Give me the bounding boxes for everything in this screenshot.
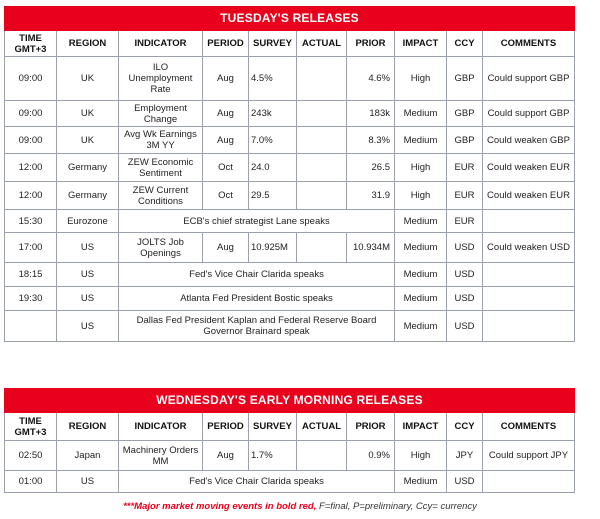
cell-impact: Medium bbox=[395, 471, 447, 493]
cell-event: Atlanta Fed President Bostic speaks bbox=[119, 287, 395, 311]
cell-prior: 0.9% bbox=[347, 441, 395, 471]
cell-time: 19:30 bbox=[5, 287, 57, 311]
cell-impact: Medium bbox=[395, 233, 447, 263]
col-header-comments: COMMENTS bbox=[483, 31, 575, 57]
col-header-region: REGION bbox=[57, 31, 119, 57]
cell-survey: 7.0% bbox=[249, 127, 297, 154]
cell-time: 12:00 bbox=[5, 154, 57, 182]
cell-comments: Could weaken EUR bbox=[483, 154, 575, 182]
tuesday-releases-table bbox=[4, 6, 575, 342]
cell-period: Aug bbox=[203, 127, 249, 154]
col-header-actual: ACTUAL bbox=[297, 31, 347, 57]
cell-actual bbox=[297, 182, 347, 210]
col-header-prior: PRIOR bbox=[347, 31, 395, 57]
cell-indicator: ZEW Current Conditions bbox=[119, 182, 203, 210]
cell-actual bbox=[297, 441, 347, 471]
cell-period: Aug bbox=[203, 57, 249, 101]
table-row bbox=[5, 441, 575, 471]
table-row bbox=[5, 210, 575, 233]
cell-impact: Medium bbox=[395, 263, 447, 287]
cell-region: Germany bbox=[57, 154, 119, 182]
cell-time: 09:00 bbox=[5, 127, 57, 154]
table-row bbox=[5, 263, 575, 287]
cell-period: Aug bbox=[203, 233, 249, 263]
footnote-highlight: ***Major market moving events in bold red, bbox=[123, 501, 317, 512]
cell-region: Japan bbox=[57, 441, 119, 471]
cell-ccy: USD bbox=[447, 263, 483, 287]
cell-indicator: Avg Wk Earnings 3M YY bbox=[119, 127, 203, 154]
cell-comments: Could support JPY bbox=[483, 441, 575, 471]
header-row bbox=[5, 31, 575, 57]
cell-comments: Could weaken GBP bbox=[483, 127, 575, 154]
cell-region: US bbox=[57, 311, 119, 342]
cell-prior: 31.9 bbox=[347, 182, 395, 210]
table-row bbox=[5, 471, 575, 493]
col-header-indicator: INDICATOR bbox=[119, 413, 203, 441]
cell-comments: Could weaken EUR bbox=[483, 182, 575, 210]
cell-ccy: GBP bbox=[447, 127, 483, 154]
cell-comments bbox=[483, 471, 575, 493]
cell-region: Germany bbox=[57, 182, 119, 210]
table-row bbox=[5, 182, 575, 210]
cell-comments bbox=[483, 287, 575, 311]
cell-ccy: EUR bbox=[447, 182, 483, 210]
cell-event: ECB's chief strategist Lane speaks bbox=[119, 210, 395, 233]
cell-time: 15:30 bbox=[5, 210, 57, 233]
cell-region: Eurozone bbox=[57, 210, 119, 233]
cell-time: 17:00 bbox=[5, 233, 57, 263]
cell-time: 02:50 bbox=[5, 441, 57, 471]
cell-actual bbox=[297, 154, 347, 182]
cell-prior: 183k bbox=[347, 101, 395, 127]
cell-impact: High bbox=[395, 182, 447, 210]
col-header-comments: COMMENTS bbox=[483, 413, 575, 441]
footnote bbox=[0, 501, 600, 512]
cell-survey: 1.7% bbox=[249, 441, 297, 471]
cell-ccy: GBP bbox=[447, 57, 483, 101]
cell-time: 09:00 bbox=[5, 57, 57, 101]
cell-region: US bbox=[57, 471, 119, 493]
cell-prior: 26.5 bbox=[347, 154, 395, 182]
table-row bbox=[5, 233, 575, 263]
table-row bbox=[5, 154, 575, 182]
cell-period: Oct bbox=[203, 154, 249, 182]
cell-prior: 8.3% bbox=[347, 127, 395, 154]
cell-impact: High bbox=[395, 154, 447, 182]
cell-comments: Could support GBP bbox=[483, 57, 575, 101]
cell-actual bbox=[297, 127, 347, 154]
col-header-time: TIME GMT+3 bbox=[5, 413, 57, 441]
cell-ccy: GBP bbox=[447, 101, 483, 127]
cell-comments: Could weaken USD bbox=[483, 233, 575, 263]
table-row bbox=[5, 311, 575, 342]
cell-comments: Could support GBP bbox=[483, 101, 575, 127]
cell-time bbox=[5, 311, 57, 342]
cell-time: 01:00 bbox=[5, 471, 57, 493]
cell-indicator: ZEW Economic Sentiment bbox=[119, 154, 203, 182]
col-header-survey: SURVEY bbox=[249, 31, 297, 57]
cell-indicator: Machinery Orders MM bbox=[119, 441, 203, 471]
col-header-time: TIME GMT+3 bbox=[5, 31, 57, 57]
col-header-impact: IMPACT bbox=[395, 31, 447, 57]
table-title: WEDNESDAY'S EARLY MORNING RELEASES bbox=[5, 389, 575, 413]
cell-event: Fed's Vice Chair Clarida speaks bbox=[119, 263, 395, 287]
footnote-legend: F=final, P=preliminary, Ccy= currency bbox=[316, 501, 477, 512]
cell-impact: High bbox=[395, 57, 447, 101]
cell-actual bbox=[297, 233, 347, 263]
header-row bbox=[5, 413, 575, 441]
cell-ccy: EUR bbox=[447, 154, 483, 182]
cell-impact: Medium bbox=[395, 101, 447, 127]
cell-survey: 29.5 bbox=[249, 182, 297, 210]
cell-comments bbox=[483, 210, 575, 233]
cell-survey: 10.925M bbox=[249, 233, 297, 263]
col-header-prior: PRIOR bbox=[347, 413, 395, 441]
wednesday-releases-table bbox=[4, 388, 575, 493]
cell-period: Oct bbox=[203, 182, 249, 210]
cell-ccy: USD bbox=[447, 311, 483, 342]
cell-period: Aug bbox=[203, 441, 249, 471]
cell-comments bbox=[483, 311, 575, 342]
col-header-ccy: CCY bbox=[447, 31, 483, 57]
cell-comments bbox=[483, 263, 575, 287]
cell-ccy: JPY bbox=[447, 441, 483, 471]
cell-region: UK bbox=[57, 101, 119, 127]
col-header-indicator: INDICATOR bbox=[119, 31, 203, 57]
cell-impact: Medium bbox=[395, 210, 447, 233]
table-row bbox=[5, 101, 575, 127]
cell-region: UK bbox=[57, 127, 119, 154]
cell-survey: 243k bbox=[249, 101, 297, 127]
col-header-impact: IMPACT bbox=[395, 413, 447, 441]
col-header-ccy: CCY bbox=[447, 413, 483, 441]
cell-ccy: EUR bbox=[447, 210, 483, 233]
cell-region: US bbox=[57, 287, 119, 311]
cell-indicator: Employment Change bbox=[119, 101, 203, 127]
cell-impact: Medium bbox=[395, 127, 447, 154]
col-header-actual: ACTUAL bbox=[297, 413, 347, 441]
cell-prior: 4.6% bbox=[347, 57, 395, 101]
cell-indicator: JOLTS Job Openings bbox=[119, 233, 203, 263]
cell-prior: 10.934M bbox=[347, 233, 395, 263]
table-row bbox=[5, 127, 575, 154]
col-header-region: REGION bbox=[57, 413, 119, 441]
cell-survey: 4.5% bbox=[249, 57, 297, 101]
cell-impact: High bbox=[395, 441, 447, 471]
col-header-period: PERIOD bbox=[203, 413, 249, 441]
cell-indicator: ILO Unemployment Rate bbox=[119, 57, 203, 101]
col-header-period: PERIOD bbox=[203, 31, 249, 57]
cell-ccy: USD bbox=[447, 233, 483, 263]
table-title: TUESDAY'S RELEASES bbox=[5, 7, 575, 31]
cell-region: UK bbox=[57, 57, 119, 101]
table-row bbox=[5, 57, 575, 101]
cell-event: Fed's Vice Chair Clarida speaks bbox=[119, 471, 395, 493]
cell-period: Aug bbox=[203, 101, 249, 127]
cell-survey: 24.0 bbox=[249, 154, 297, 182]
cell-time: 09:00 bbox=[5, 101, 57, 127]
cell-ccy: USD bbox=[447, 471, 483, 493]
cell-region: US bbox=[57, 233, 119, 263]
cell-actual bbox=[297, 101, 347, 127]
cell-time: 12:00 bbox=[5, 182, 57, 210]
cell-ccy: USD bbox=[447, 287, 483, 311]
cell-impact: Medium bbox=[395, 311, 447, 342]
cell-event: Dallas Fed President Kaplan and Federal Reserve Board Governor Brainard speak bbox=[119, 311, 395, 342]
col-header-survey: SURVEY bbox=[249, 413, 297, 441]
table-row bbox=[5, 287, 575, 311]
cell-region: US bbox=[57, 263, 119, 287]
cell-time: 18:15 bbox=[5, 263, 57, 287]
cell-impact: Medium bbox=[395, 287, 447, 311]
cell-actual bbox=[297, 57, 347, 101]
